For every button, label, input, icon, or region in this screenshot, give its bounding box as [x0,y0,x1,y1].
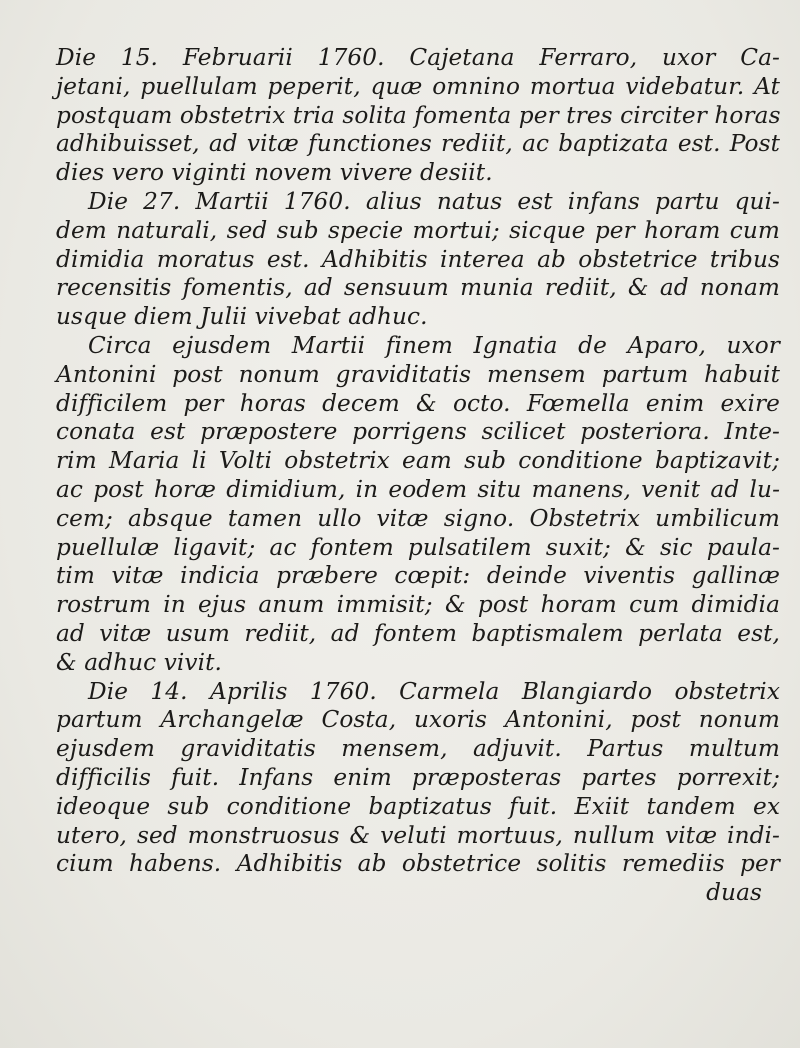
text-line-17: cem; absque tamen ullo vitæ signo. Obstetrix umbilicum [56,504,780,532]
catchword: duas [706,879,762,907]
text-line-9: recensitis fomentis, ad sensuum munia rediit, & ad nonam [56,274,780,302]
text-line-3: postquam obstetrix tria solita fomenta per tres circiter horas [56,101,781,129]
text-line-8: dimidia moratus est. Adhibitis interea ab obstetrice tribus [56,245,780,273]
text-line-29: cium habens. Adhibitis ab obstetrice solitis remediis per [56,850,780,878]
text-line-7: dem naturali, sed sub specie mortui; sicque per horam cum [56,216,780,244]
text-line-18: puellulæ ligavit; ac fontem pulsatilem suxit; & sic paula- [56,533,780,561]
text-line-26: difficilis fuit. Infans enim præposteras partes porrexit; [56,763,780,791]
text-line-4: adhibuisset, ad vitæ functiones rediit, ac baptizata est. Post [56,130,780,158]
text-line-24: partum Archangelæ Costa, uxoris Antonini, post nonum [56,706,780,734]
text-line-21: ad vitæ usum rediit, ad fontem baptismalem perlata est, [56,619,780,647]
page-text [56,44,780,908]
text-line-11: Circa ejusdem Martii finem Ignatia de Aparo, uxor [88,331,780,359]
text-line-12: Antonini post nonum graviditatis mensem partum habuit [56,360,780,388]
text-line-23: Die 14. Aprilis 1760. Carmela Blangiardo obstetrix [88,677,780,705]
text-line-5: dies vero viginti novem vivere desiit. [56,159,493,187]
text-line-2: jetani, puellulam peperit, quæ omnino mortua videbatur. At [56,72,780,100]
text-line-6: Die 27. Martii 1760. alius natus est infans partu qui- [88,187,780,215]
text-line-16: ac post horæ dimidium, in eodem situ manens, venit ad lu- [56,475,780,503]
text-line-13: difficilem per horas decem & octo. Fœmella enim exire [56,389,780,417]
text-line-10: usque diem Julii vivebat adhuc. [56,303,428,331]
text-line-27: ideoque sub conditione baptizatus fuit. Exiit tandem ex [56,792,780,820]
text-line-15: rim Maria li Volti obstetrix eam sub conditione baptizavit; [56,447,780,475]
text-line-20: rostrum in ejus anum immisit; & post horam cum dimidia [56,591,780,619]
text-line-14: conata est præpostere porrigens scilicet posteriora. Inte- [56,418,780,446]
text-line-19: tim vitæ indicia præbere cœpit: deinde viventis gallinæ [56,562,780,590]
text-line-1: Die 15. Februarii 1760. Cajetana Ferraro, uxor Ca- [56,44,780,71]
text-line-25: ejusdem graviditatis mensem, adjuvit. Partus multum [56,735,780,763]
text-line-28: utero, sed monstruosus & veluti mortuus, nullum vitæ indi- [56,821,780,849]
text-line-22: & adhuc vivit. [56,648,223,676]
